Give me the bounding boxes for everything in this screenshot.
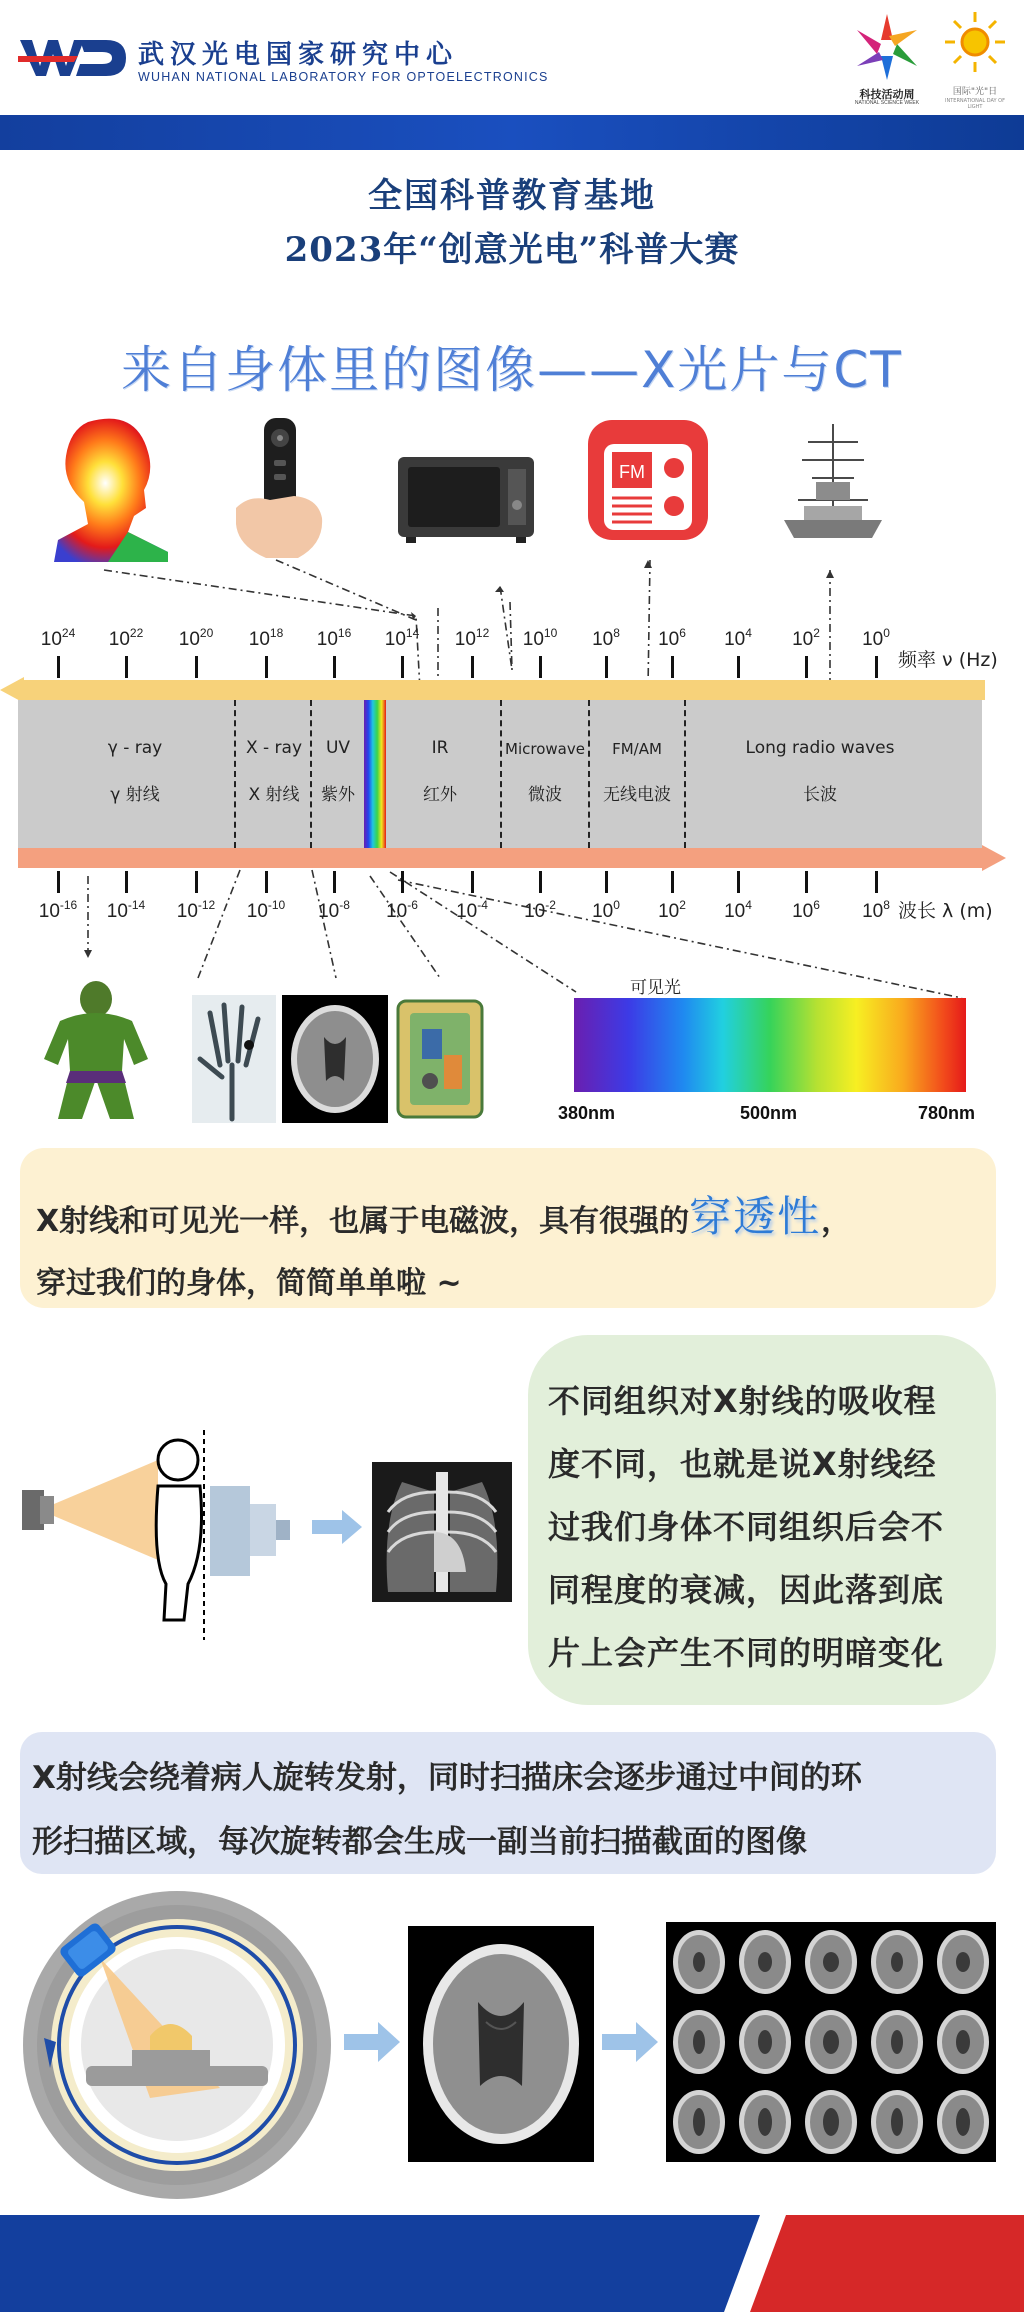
frequency-tick-mark	[57, 656, 60, 678]
wavelength-tick-mark	[805, 871, 808, 893]
penetration-text-line1	[36, 1184, 851, 1244]
wavelength-tick-base: 10	[318, 901, 340, 922]
wavelength-tick-label	[367, 898, 437, 923]
region-longwave-cn: 长波	[803, 785, 837, 805]
title-line-2: 2023年“创意光电”科普大赛	[284, 230, 740, 270]
frequency-tick-mark	[265, 656, 268, 678]
wavelength-tick-label	[299, 898, 369, 923]
frequency-tick-label	[505, 626, 575, 651]
wavelength-tick-exponent: 8	[883, 898, 890, 912]
frequency-tick-base: 10	[522, 629, 544, 650]
wavelength-tick-mark	[195, 871, 198, 893]
frequency-tick-base: 10	[384, 629, 406, 650]
penetration-text-post: ，	[821, 1204, 852, 1239]
frequency-tick-base: 10	[316, 629, 338, 650]
wavelength-tick-base: 10	[246, 901, 268, 922]
frequency-tick-base: 10	[658, 629, 680, 650]
region-longwave-en: Long radio waves	[745, 738, 895, 758]
ct-series-grid	[666, 1922, 996, 2162]
wavelength-tick-mark	[333, 871, 336, 893]
science-week-sub: NATIONAL SCIENCE WEEK	[854, 100, 920, 106]
frequency-tick-base: 10	[792, 629, 814, 650]
frequency-tick-base: 10	[592, 629, 614, 650]
frequency-tick-label	[437, 626, 507, 651]
arrow-right-icon	[312, 1510, 362, 1544]
radio-tower-ship-illustration	[778, 420, 888, 550]
ct-scan-line-1: X射线会绕着病人旋转发射，同时扫描床会逐步通过中间的环	[32, 1760, 862, 1796]
wavelength-tick-mark	[471, 871, 474, 893]
frequency-tick-exponent: 12	[475, 626, 490, 640]
wavelength-tick-base: 10	[658, 901, 680, 922]
region-xray-cn: X 射线	[248, 785, 300, 805]
frequency-axis-label: 频率 ν (Hz)	[898, 649, 998, 671]
wavelength-tick-label	[91, 898, 161, 923]
frequency-tick-label	[571, 626, 641, 651]
wavelength-tick-label	[231, 898, 301, 923]
wavelength-arrow	[18, 845, 1006, 871]
wavelength-tick-exponent: -12	[197, 898, 216, 912]
divider-gamma-xray	[234, 700, 236, 848]
wavelength-tick-mark	[401, 871, 404, 893]
luggage-scan-illustration	[394, 995, 486, 1123]
chest-xray-illustration	[372, 1462, 512, 1602]
frequency-tick-exponent: 8	[613, 626, 620, 640]
frequency-tick-label	[161, 626, 231, 651]
wavelength-tick-mark	[265, 871, 268, 893]
wavelength-tick-label	[703, 898, 773, 923]
region-uv-en: UV	[325, 738, 351, 758]
science-week-label: 科技活动周	[859, 88, 915, 101]
frequency-tick-base: 10	[724, 629, 746, 650]
nm-label-780: 780nm	[918, 1103, 976, 1123]
region-fmam-cn: 无线电波	[603, 785, 671, 805]
frequency-tick-base: 10	[108, 629, 130, 650]
frequency-tick-mark	[333, 656, 336, 678]
frequency-tick-exponent: 14	[405, 626, 420, 640]
visible-light-strip	[364, 700, 386, 848]
absorption-line-5: 片上会产生不同的明暗变化	[548, 1634, 945, 1672]
frequency-tick-label	[23, 626, 93, 651]
frequency-tick-exponent: 6	[679, 626, 686, 640]
visible-light-label: 可见光	[630, 978, 681, 998]
wavelength-tick-base: 10	[456, 901, 478, 922]
wavelength-tick-exponent: 4	[745, 898, 752, 912]
header-band	[0, 115, 1024, 150]
frequency-tick-exponent: 2	[813, 626, 820, 640]
frequency-tick-mark	[805, 656, 808, 678]
divider-xray-uv	[310, 700, 312, 848]
microwave-illustration	[396, 455, 536, 545]
day-of-light-sub: INTERNATIONAL DAY OF LIGHT	[945, 98, 1005, 110]
nm-label-380: 380nm	[558, 1103, 616, 1123]
frequency-tick-label	[91, 626, 161, 651]
wavelength-tick-exponent: -8	[339, 898, 350, 912]
frequency-tick-label	[637, 626, 707, 651]
wavelength-tick-label	[637, 898, 707, 923]
frequency-tick-base: 10	[40, 629, 62, 650]
ct-thumbnail	[798, 2002, 864, 2082]
hulk-illustration	[30, 975, 162, 1125]
frequency-tick-label	[299, 626, 369, 651]
region-ir-en: IR	[431, 738, 449, 758]
frequency-tick-base: 10	[178, 629, 200, 650]
wavelength-tick-base: 10	[862, 901, 884, 922]
wavelength-tick-base: 10	[176, 901, 198, 922]
header	[0, 0, 1024, 115]
main-heading: 来自身体里的图像——X光片与CT	[121, 341, 903, 399]
ct-thumbnail	[732, 2002, 798, 2082]
wavelength-tick-label	[505, 898, 575, 923]
wavelength-tick-exponent: -6	[407, 898, 418, 912]
frequency-tick-mark	[471, 656, 474, 678]
frequency-tick-mark	[875, 656, 878, 678]
wavelength-tick-base: 10	[386, 901, 408, 922]
ct-thumbnail	[798, 1922, 864, 2002]
frequency-tick-exponent: 24	[61, 626, 76, 640]
ct-gantry-illustration	[20, 1888, 334, 2202]
region-microwave-en: Microwave	[505, 740, 585, 758]
wavelength-tick-mark	[671, 871, 674, 893]
ct-brain-illustration	[282, 995, 388, 1123]
wavelength-tick-base: 10	[106, 901, 128, 922]
ct-thumbnail	[864, 1922, 930, 2002]
footer-band	[0, 2215, 1024, 2312]
wavelength-tick-base: 10	[524, 901, 546, 922]
wavelength-tick-mark	[57, 871, 60, 893]
absorption-line-2: 度不同，也就是说X射线经	[548, 1445, 937, 1483]
wavelength-tick-base: 10	[38, 901, 60, 922]
region-xray-en: X - ray	[245, 738, 303, 758]
frequency-tick-exponent: 0	[883, 626, 890, 640]
wavelength-tick-base: 10	[724, 901, 746, 922]
wavelength-tick-label	[161, 898, 231, 923]
wavelength-tick-exponent: -16	[59, 898, 78, 912]
title-line-1: 全国科普教育基地	[368, 176, 656, 216]
frequency-tick-mark	[605, 656, 608, 678]
svg-text:FM: FM	[619, 462, 645, 482]
org-name-cn: 武汉光电国家研究中心	[138, 40, 459, 70]
penetration-highlight: 穿透性	[689, 1192, 822, 1241]
wavelength-tick-label	[437, 898, 507, 923]
frequency-tick-mark	[195, 656, 198, 678]
visible-spectrum-bar	[574, 998, 966, 1092]
xray-imaging-diagram	[18, 1430, 318, 1640]
frequency-tick-mark	[401, 656, 404, 678]
wavelength-tick-exponent: 2	[679, 898, 686, 912]
ct-thumbnail	[930, 2002, 996, 2082]
org-name-en: WUHAN NATIONAL LABORATORY FOR OPTOELECTRONICS	[138, 70, 549, 84]
fm-radio-illustration	[586, 418, 710, 542]
frequency-tick-base: 10	[248, 629, 270, 650]
frequency-tick-label	[771, 626, 841, 651]
ct-thumbnail	[666, 2002, 732, 2082]
wavelength-tick-base: 10	[792, 901, 814, 922]
frequency-tick-base: 10	[454, 629, 476, 650]
arrow-right-icon	[602, 2022, 658, 2062]
wavelength-tick-exponent: -2	[545, 898, 556, 912]
wavelength-tick-exponent: -10	[267, 898, 286, 912]
region-fmam-en: FM/AM	[612, 740, 662, 758]
wavelength-tick-mark	[539, 871, 542, 893]
frequency-tick-exponent: 18	[269, 626, 284, 640]
region-microwave-cn: 微波	[528, 785, 562, 805]
wavelength-tick-label	[771, 898, 841, 923]
frequency-tick-mark	[539, 656, 542, 678]
region-gamma-cn: γ 射线	[110, 785, 160, 805]
wavelength-tick-mark	[125, 871, 128, 893]
ct-slice-illustration	[408, 1926, 594, 2162]
absorption-line-1: 不同组织对X射线的吸收程	[548, 1382, 937, 1420]
wavelength-tick-exponent: -14	[127, 898, 146, 912]
ct-scan-line-2: 形扫描区域，每次旋转都会生成一副当前扫描截面的图像	[32, 1824, 807, 1860]
ct-thumbnail	[666, 2082, 732, 2162]
wavelength-tick-exponent: -4	[477, 898, 488, 912]
arrow-right-icon	[344, 2022, 400, 2062]
absorption-line-3: 过我们身体不同组织后会不	[548, 1508, 945, 1546]
ct-thumbnail	[732, 1922, 798, 2002]
absorption-line-4: 同程度的衰减，因此落到底	[548, 1571, 945, 1609]
frequency-tick-label	[367, 626, 437, 651]
ct-thumbnail	[930, 1922, 996, 2002]
xray-hand-illustration	[192, 995, 276, 1123]
frequency-tick-base: 10	[862, 629, 884, 650]
frequency-tick-label	[231, 626, 301, 651]
day-of-light-logo	[940, 6, 1010, 86]
divider-microwave-fm	[588, 700, 590, 848]
wavelength-tick-label	[571, 898, 641, 923]
wavelength-tick-exponent: 6	[813, 898, 820, 912]
ct-thumbnail	[798, 2082, 864, 2162]
wavelength-tick-exponent: 0	[613, 898, 620, 912]
day-of-light-label: 国际"光"日	[952, 87, 998, 97]
ct-thumbnail	[666, 1922, 732, 2002]
wavelength-tick-mark	[605, 871, 608, 893]
frequency-tick-mark	[737, 656, 740, 678]
frequency-tick-mark	[671, 656, 674, 678]
penetration-text-line2: 穿过我们的身体，简简单单啦 ~	[36, 1266, 462, 1301]
region-uv-cn: 紫外	[321, 785, 355, 805]
frequency-tick-exponent: 10	[543, 626, 558, 640]
frequency-tick-exponent: 22	[129, 626, 144, 640]
region-ir-cn: 红外	[423, 785, 457, 805]
frequency-tick-exponent: 4	[745, 626, 752, 640]
penetration-text-pre: X射线和可见光一样，也属于电磁波，具有很强的	[36, 1204, 690, 1239]
ct-thumbnail	[930, 2082, 996, 2162]
nm-label-500: 500nm	[740, 1103, 798, 1123]
ct-thumbnail	[732, 2082, 798, 2162]
frequency-tick-mark	[125, 656, 128, 678]
wavelength-tick-base: 10	[592, 901, 614, 922]
wnlo-logo	[18, 38, 128, 78]
wavelength-tick-mark	[875, 871, 878, 893]
frequency-tick-label	[703, 626, 773, 651]
wavelength-axis-label: 波长 λ (m)	[898, 900, 993, 922]
frequency-tick-exponent: 20	[199, 626, 214, 640]
wavelength-tick-label	[23, 898, 93, 923]
wavelength-tick-mark	[737, 871, 740, 893]
ct-thumbnail	[864, 2002, 930, 2082]
frequency-tick-exponent: 16	[337, 626, 352, 640]
ct-thumbnail	[864, 2082, 930, 2162]
divider-ir-microwave	[500, 700, 502, 848]
divider-fm-long	[684, 700, 686, 848]
region-gamma-en: γ - ray	[107, 738, 163, 758]
